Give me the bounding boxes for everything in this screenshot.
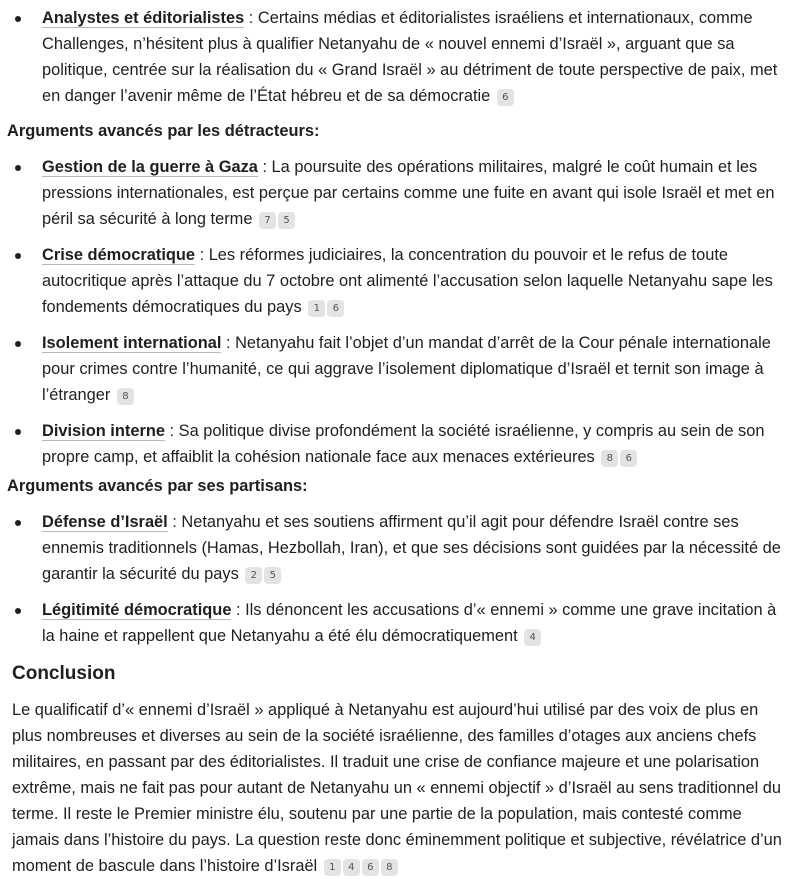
citation-badge[interactable]: 6 xyxy=(327,300,344,317)
item-term: Crise démocratique xyxy=(42,246,196,264)
conclusion-text: Le qualificatif d’« ennemi d’Israël » appliqué à Netanyahu est aujourd’hui utilisé par des voix de plus en plus nombreuses et diverses au sein de la société israélienne, des familles d’otages aux anciens chefs militaires, en passant par des éditorialistes. Il traduit une crise de confiance majeure et une polarisation extrême, mais ne fait pas pour autant de Netanyahu un « ennemi objectif » d’Israël au sens traditionnel du terme. Il reste le Premier ministre élu, soutenu par une partie de la population, mais contesté comme jamais dans l’histoire du pays. La question reste donc éminemment politique et subjective, révélatrice d’un moment de bascule dans l’histoire d’Israël xyxy=(12,701,782,875)
list-item xyxy=(0,330,800,408)
section-heading-supporters: Arguments avancés par ses partisans: xyxy=(7,477,308,495)
list-item xyxy=(0,242,800,320)
citation-badge[interactable]: 6 xyxy=(362,859,379,876)
intro-list xyxy=(0,5,800,109)
list-item xyxy=(0,154,800,232)
conclusion-paragraph xyxy=(0,697,800,879)
citation-group xyxy=(522,627,541,645)
detractors-list xyxy=(0,154,800,470)
item-text: : Netanyahu fait l’objet d’un mandat d’arrêt de la Cour pénale internationale pour crimes contre l’humanité, ce qui aggrave l’isolement diplomatique d’Israël et ternit son image à l’étranger xyxy=(42,334,771,404)
section-heading-detractors: Arguments avancés par les détracteurs: xyxy=(7,122,320,140)
bullet-icon xyxy=(15,165,21,171)
citation-group xyxy=(243,565,281,583)
citation-badge[interactable]: 8 xyxy=(381,859,398,876)
citation-group xyxy=(306,298,344,316)
item-term: Gestion de la guerre à Gaza xyxy=(42,158,258,176)
citation-group xyxy=(257,210,295,228)
list-item xyxy=(0,418,800,470)
bullet-icon xyxy=(15,253,21,259)
article-page xyxy=(0,5,800,875)
citation-group xyxy=(322,857,398,875)
conclusion-heading: Conclusion xyxy=(12,663,116,684)
item-term: Isolement international xyxy=(42,334,222,352)
item-term: Division interne xyxy=(42,422,165,440)
citation-badge[interactable]: 6 xyxy=(620,450,637,467)
citation-group xyxy=(115,386,134,404)
item-text: : Certains médias et éditorialistes israéliens et internationaux, comme Challenges, n’hésitent plus à qualifier Netanyahu de « nouvel ennemi d’Israël », arguant que sa politique, centrée sur la réalisation du « Grand Israël » au détriment de toute perspective de paix, met en danger l’avenir même de l’État hébreu et de sa démocratie xyxy=(42,9,778,105)
citation-badge[interactable]: 2 xyxy=(245,567,262,584)
item-term: Légitimité démocratique xyxy=(42,601,232,619)
item-text: : Ils dénoncent les accusations d’« ennemi » comme une grave incitation à la haine et rappellent que Netanyahu a été élu démocratiquement xyxy=(42,601,777,645)
bullet-icon xyxy=(15,520,21,526)
item-text: : Netanyahu et ses soutiens affirment qu’il agit pour défendre Israël contre ses ennemis traditionnels (Hamas, Hezbollah, Iran), et que ses décisions sont guidées par la nécessité de garantir la sécurité du pays xyxy=(42,513,781,583)
citation-badge[interactable]: 8 xyxy=(601,450,618,467)
list-item xyxy=(0,597,800,649)
citation-badge[interactable]: 4 xyxy=(343,859,360,876)
citation-group xyxy=(599,448,637,466)
citation-badge[interactable]: 8 xyxy=(117,388,134,405)
citation-badge[interactable]: 5 xyxy=(278,212,295,229)
item-term: Analystes et éditorialistes xyxy=(42,9,245,27)
citation-badge[interactable]: 7 xyxy=(259,212,276,229)
bullet-icon xyxy=(15,608,21,614)
list-item xyxy=(0,5,800,109)
item-text: : Sa politique divise profondément la société israélienne, y compris au sein de son propre camp, et affaiblit la cohésion nationale face aux menaces extérieures xyxy=(42,422,765,466)
citation-badge[interactable]: 4 xyxy=(524,629,541,646)
bullet-icon xyxy=(15,429,21,435)
item-text: : Les réformes judiciaires, la concentration du pouvoir et le refus de toute autocritique après l’attaque du 7 octobre ont alimenté l’accusation selon laquelle Netanyahu sape les fondements démocratiques du pays xyxy=(42,246,773,316)
bullet-icon xyxy=(15,16,21,22)
citation-group xyxy=(495,87,514,105)
item-term: Défense d’Israël xyxy=(42,513,168,531)
supporters-list xyxy=(0,509,800,649)
bullet-icon xyxy=(15,341,21,347)
citation-badge[interactable]: 5 xyxy=(264,567,281,584)
citation-badge[interactable]: 1 xyxy=(308,300,325,317)
list-item xyxy=(0,509,800,587)
citation-badge[interactable]: 6 xyxy=(497,89,514,106)
item-text: : La poursuite des opérations militaires, malgré le coût humain et les pressions internationales, est perçue par certains comme une fuite en avant qui isole Israël et met en péril sa sécurité à long terme xyxy=(42,158,775,228)
citation-badge[interactable]: 1 xyxy=(324,859,341,876)
